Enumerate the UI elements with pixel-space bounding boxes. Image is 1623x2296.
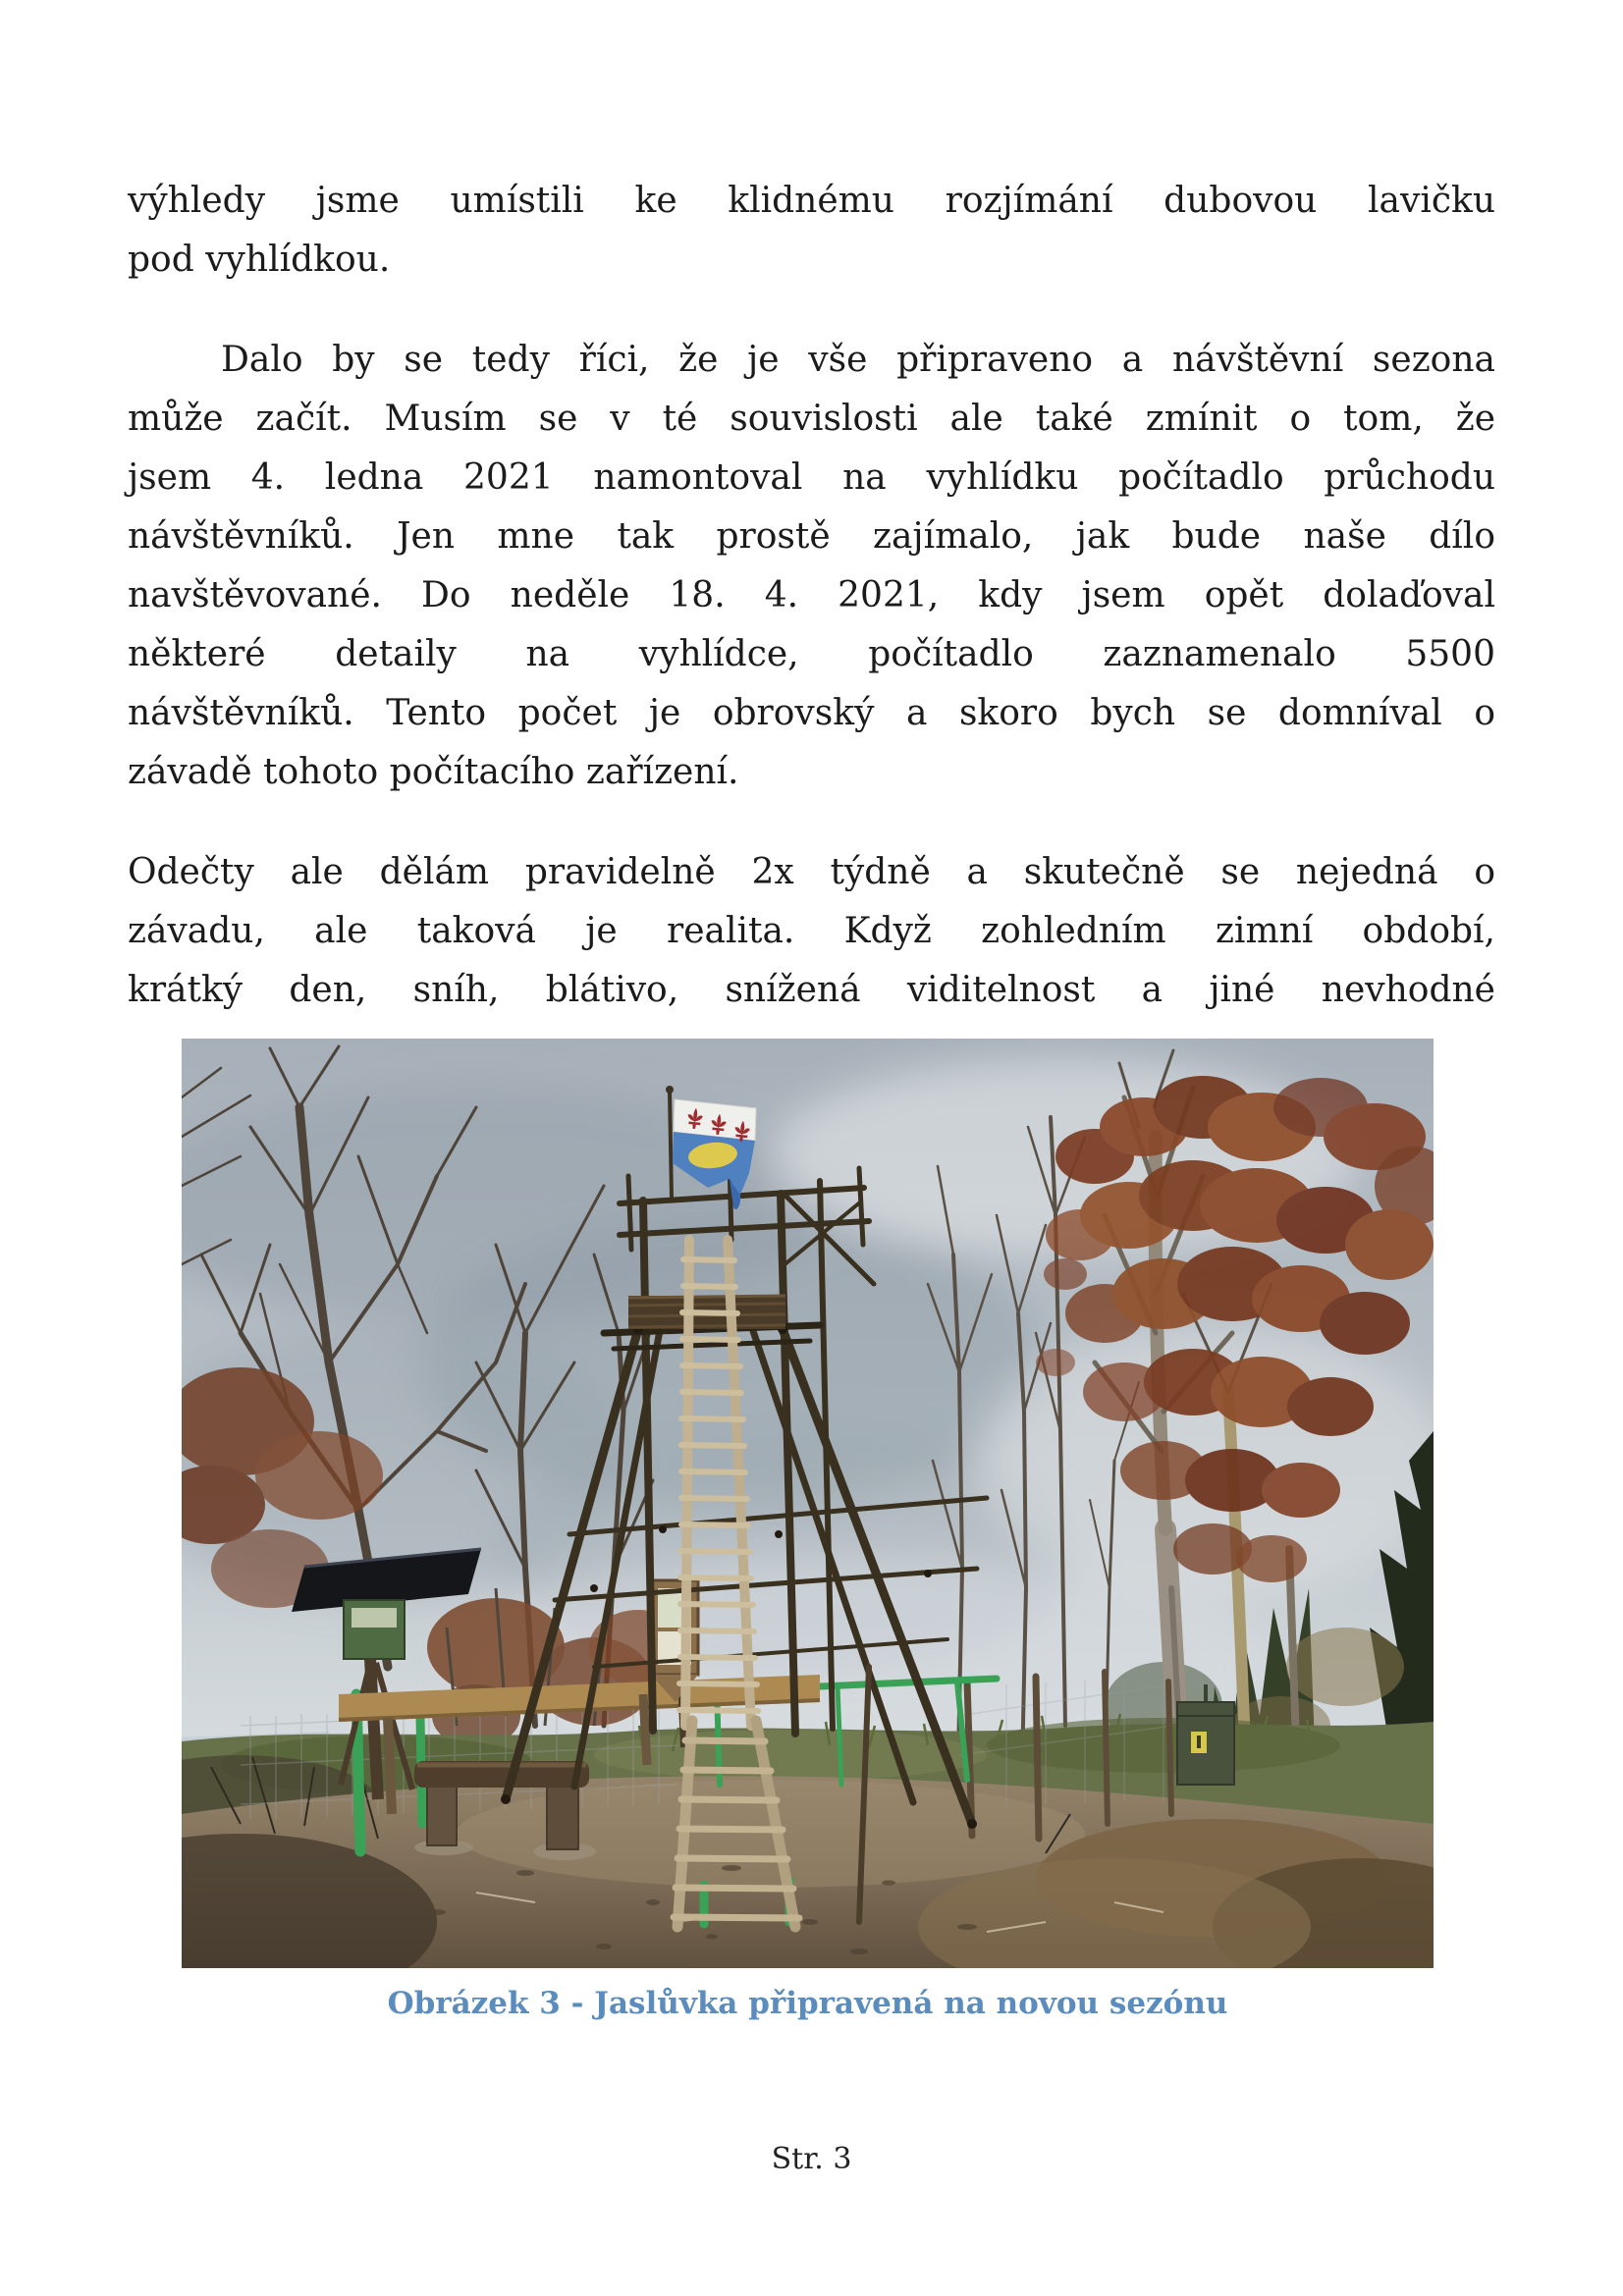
text-line: některé detaily na vyhlídce, počítadlo zaznamenalo 5500: [128, 634, 1495, 674]
text-line: pod vyhlídkou.: [128, 240, 391, 280]
text-line: návštěvníků. Jen mne tak prostě zajímalo, jak bude naše dílo: [128, 516, 1495, 557]
text-line: výhledy jsme umístili ke klidnému rozjímání dubovou lavičku: [128, 181, 1495, 221]
paragraph: [128, 843, 1495, 1020]
paragraph: [128, 331, 1495, 802]
text-line: Dalo by se tedy říci, že je vše připraveno a návštěvní sezona: [221, 340, 1495, 380]
text-line: závadu, ale taková je realita. Když zohledním zimní období,: [128, 911, 1495, 951]
page-footer: [128, 2139, 1495, 2180]
figure-caption: Obrázek 3 - Jaslůvka připravená na novou sezónu: [387, 1986, 1228, 2021]
tower-photo-svg: [182, 1039, 1434, 1968]
lookout-tower-photo: [182, 1039, 1434, 1968]
figure: [128, 1039, 1495, 2023]
text-line: může začít. Musím se v té souvislosti ale také zmínit o tom, že: [128, 399, 1495, 439]
text-line: jsem 4. ledna 2021 namontoval na vyhlídku počítadlo průchodu: [128, 457, 1495, 498]
text-line: závadě tohoto počítacího zařízení.: [128, 752, 739, 792]
body-text: [128, 172, 1495, 1020]
text-line: návštěvníků. Tento počet je obrovský a skoro bych se domníval o: [128, 693, 1495, 733]
text-line: Odečty ale dělám pravidelně 2x týdně a skutečně se nejedná o: [128, 852, 1495, 892]
page-number: Str. 3: [771, 2142, 852, 2176]
text-line: navštěvované. Do neděle 18. 4. 2021, kdy jsem opět dolaďoval: [128, 575, 1495, 615]
text-line: krátký den, sníh, blátivo, snížená viditelnost a jiné nevhodné: [128, 970, 1495, 1010]
paragraph: [128, 172, 1495, 290]
